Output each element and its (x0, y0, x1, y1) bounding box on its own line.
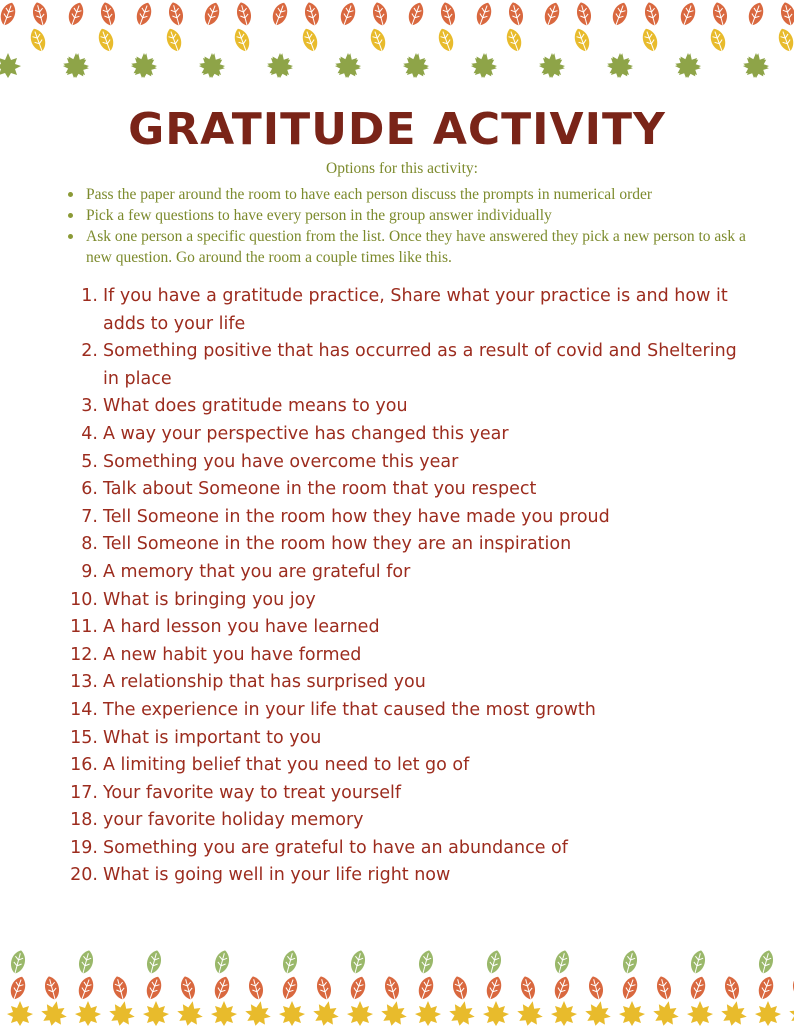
leaf-icon (279, 974, 300, 1002)
prompt-text: A hard lesson you have learned (103, 617, 380, 638)
maple-leaf-icon (471, 53, 497, 78)
leaf-icon (337, 0, 358, 28)
maple-leaf-icon (607, 53, 633, 78)
prompt-number: 13. (70, 672, 98, 693)
leaf-icon (98, 1, 118, 29)
maple-leaf-icon (311, 999, 342, 1028)
prompt-item (60, 697, 750, 725)
leaf-icon (687, 974, 708, 1002)
leaf-icon (75, 974, 96, 1002)
prompt-text: What does gratitude means to you (103, 396, 408, 417)
prompt-text: A way your perspective has changed this year (103, 423, 509, 444)
leaf-icon (504, 26, 525, 54)
leaf-icon (756, 949, 776, 977)
leaf-icon (552, 949, 572, 977)
prompt-number: 4. (81, 423, 98, 444)
prompt-item (60, 642, 750, 670)
leaf-icon (642, 1, 662, 29)
maple-leaf-icon (63, 53, 89, 78)
option-item (62, 226, 762, 268)
option-text: Pick a few questions to have every person in the group answer individually (86, 207, 552, 224)
prompt-item (60, 338, 750, 393)
leaf-icon (640, 26, 661, 54)
maple-leaf-icon (279, 1001, 305, 1026)
option-item (62, 184, 762, 205)
maple-leaf-icon (619, 1001, 645, 1026)
leaf-icon (620, 949, 640, 977)
maple-leaf-icon (447, 999, 478, 1028)
leaf-icon (7, 974, 28, 1002)
leaf-icon (677, 0, 698, 28)
maple-leaf-icon (651, 999, 682, 1028)
prompt-item (60, 393, 750, 421)
leaf-icon (0, 0, 18, 28)
prompt-number: 14. (70, 699, 98, 720)
maple-leaf-icon (335, 53, 361, 78)
maple-leaf-icon (403, 53, 429, 78)
leaf-icon (551, 974, 572, 1002)
leaf-icon (416, 949, 436, 977)
maple-leaf-icon (0, 53, 21, 78)
leaf-icon (450, 975, 470, 1003)
prompt-item (60, 862, 750, 890)
prompt-number: 1. (81, 286, 98, 306)
prompt-number: 9. (81, 561, 98, 582)
maple-leaf-icon (243, 999, 274, 1028)
prompt-text: Tell Someone in the room how they have made you proud (103, 506, 610, 527)
maple-leaf-icon (583, 999, 614, 1028)
leaf-icon (232, 26, 253, 54)
leaf-icon (708, 26, 729, 54)
leaf-icon (790, 975, 794, 1003)
leaf-icon (166, 1, 186, 29)
leaf-icon (76, 949, 96, 977)
prompt-item (60, 669, 750, 697)
page-title: GRATITUDE ACTIVITY (128, 104, 666, 155)
leaf-icon (776, 26, 794, 54)
prompt-number: 12. (70, 644, 98, 665)
leaf-icon (164, 26, 185, 54)
prompt-item (60, 725, 750, 753)
maple-leaf-icon (267, 53, 293, 78)
leaf-icon (211, 974, 232, 1002)
prompt-number: 10. (70, 589, 98, 610)
maple-leaf-icon (199, 53, 225, 78)
leaf-icon (348, 949, 368, 977)
leaf-icon (572, 26, 593, 54)
option-text: Pass the paper around the room to have each person discuss the prompts in numerical order (86, 186, 653, 203)
prompt-text: What is important to you (103, 727, 322, 748)
prompt-number: 7. (81, 506, 98, 527)
prompt-text: A limiting belief that you need to let go of (103, 755, 470, 776)
leaf-icon (347, 974, 368, 1002)
prompt-number: 3. (81, 396, 98, 417)
maple-leaf-icon (483, 1001, 509, 1026)
prompt-text: your favorite holiday memory (103, 810, 364, 831)
leaf-icon (28, 26, 49, 54)
prompt-item (60, 587, 750, 615)
leaf-icon (144, 949, 164, 977)
option-text: Ask one person a specific question from the list. Once they have answered they pick a new person to ask a new question. Go around the room a couple times like this. (86, 228, 746, 266)
prompt-number: 17. (70, 782, 98, 803)
maple-leaf-icon (719, 999, 750, 1028)
leaf-icon (574, 1, 594, 29)
leaf-icon (30, 1, 50, 29)
prompt-item (60, 421, 750, 449)
prompt-text: Talk about Someone in the room that you respect (103, 479, 537, 500)
bullet-icon (68, 192, 73, 197)
maple-leaf-icon (107, 999, 138, 1028)
leaf-icon (370, 1, 390, 29)
leaf-icon (778, 1, 794, 29)
options-section (62, 160, 762, 268)
prompt-item (60, 614, 750, 642)
prompt-number: 18. (70, 810, 98, 831)
leaf-icon (178, 975, 198, 1003)
maple-leaf-icon (347, 1001, 373, 1026)
prompt-number: 16. (70, 755, 98, 776)
prompt-list (60, 283, 750, 890)
leaf-icon (688, 949, 708, 977)
leaf-icon (654, 975, 674, 1003)
leaf-icon (541, 0, 562, 28)
leaf-icon (609, 0, 630, 28)
leaf-icon (246, 975, 266, 1003)
options-list (62, 184, 762, 268)
leaf-icon (8, 949, 28, 977)
leaf-icon (302, 1, 322, 29)
leaf-icon (65, 0, 86, 28)
maple-leaf-icon (787, 999, 794, 1028)
prompt-item (60, 476, 750, 504)
prompt-item (60, 835, 750, 863)
leaf-icon (314, 975, 334, 1003)
prompt-text: Tell Someone in the room how they are an inspiration (103, 534, 572, 555)
prompt-text: If you have a gratitude practice, Share what your practice is and how it adds to your life (103, 286, 728, 334)
leaf-icon (484, 949, 504, 977)
option-item (62, 205, 762, 226)
leaf-icon (722, 975, 742, 1003)
prompt-text: Something you have overcome this year (103, 451, 459, 472)
maple-leaf-icon (687, 1001, 713, 1026)
leaf-icon (710, 1, 730, 29)
prompt-item (60, 283, 750, 338)
leaf-icon (300, 26, 321, 54)
prompt-number: 15. (70, 727, 98, 748)
maple-leaf-icon (39, 999, 70, 1028)
leaf-icon (619, 974, 640, 1002)
prompt-text: The experience in your life that caused the most growth (103, 699, 596, 720)
prompt-text: Something you are grateful to have an abundance of (103, 837, 568, 858)
leaf-icon (96, 26, 117, 54)
prompt-text: What is going well in your life right now (103, 865, 451, 886)
prompt-item (60, 559, 750, 587)
maple-leaf-icon (539, 53, 565, 78)
leaf-icon (110, 975, 130, 1003)
prompt-number: 20. (70, 865, 98, 886)
maple-leaf-icon (551, 1001, 577, 1026)
prompt-text: What is bringing you joy (103, 589, 316, 610)
prompt-text: A relationship that has surprised you (103, 672, 426, 693)
maple-leaf-icon (675, 53, 701, 78)
leaf-icon (280, 949, 300, 977)
prompt-text: Your favorite way to treat yourself (103, 782, 402, 803)
prompt-number: 11. (70, 617, 98, 638)
maple-leaf-icon (515, 999, 546, 1028)
leaf-icon (212, 949, 232, 977)
prompt-item (60, 752, 750, 780)
bullet-icon (68, 213, 73, 218)
prompt-item (60, 504, 750, 532)
prompt-item (60, 531, 750, 559)
prompt-item (60, 780, 750, 808)
leaf-icon (436, 26, 457, 54)
leaf-icon (143, 974, 164, 1002)
leaf-border-bottom (0, 944, 794, 1028)
leaf-icon (368, 26, 389, 54)
prompt-text: A new habit you have formed (103, 644, 362, 665)
leaf-icon (755, 974, 776, 1002)
leaf-icon (405, 0, 426, 28)
leaf-icon (473, 0, 494, 28)
maple-leaf-icon (415, 1001, 441, 1026)
leaf-icon (438, 1, 458, 29)
prompt-number: 2. (81, 341, 98, 362)
prompt-item (60, 807, 750, 835)
leaf-icon (269, 0, 290, 28)
prompt-number: 8. (81, 534, 98, 555)
maple-leaf-icon (175, 999, 206, 1028)
leaf-icon (506, 1, 526, 29)
leaf-icon (234, 1, 254, 29)
maple-leaf-icon (743, 53, 769, 78)
maple-leaf-icon (755, 1001, 781, 1026)
options-heading: Options for this activity: (326, 160, 478, 177)
leaf-border-top (0, 0, 794, 84)
prompt-number: 5. (81, 451, 98, 472)
leaf-icon (133, 0, 154, 28)
leaf-icon (483, 974, 504, 1002)
prompt-number: 6. (81, 479, 98, 500)
leaf-icon (201, 0, 222, 28)
bullet-icon (68, 234, 73, 239)
prompt-item (60, 449, 750, 477)
prompt-number: 19. (70, 837, 98, 858)
maple-leaf-icon (131, 53, 157, 78)
leaf-icon (745, 0, 766, 28)
leaf-icon (518, 975, 538, 1003)
maple-leaf-icon (143, 1001, 169, 1026)
leaf-icon (415, 974, 436, 1002)
prompt-text: A memory that you are grateful for (103, 561, 411, 582)
leaf-icon (42, 975, 62, 1003)
maple-leaf-icon (211, 1001, 237, 1026)
prompt-text: Something positive that has occurred as a result of covid and Sheltering in place (103, 341, 737, 389)
leaf-icon (382, 975, 402, 1003)
maple-leaf-icon (7, 1001, 33, 1026)
leaf-icon (586, 975, 606, 1003)
maple-leaf-icon (379, 999, 410, 1028)
maple-leaf-icon (75, 1001, 101, 1026)
